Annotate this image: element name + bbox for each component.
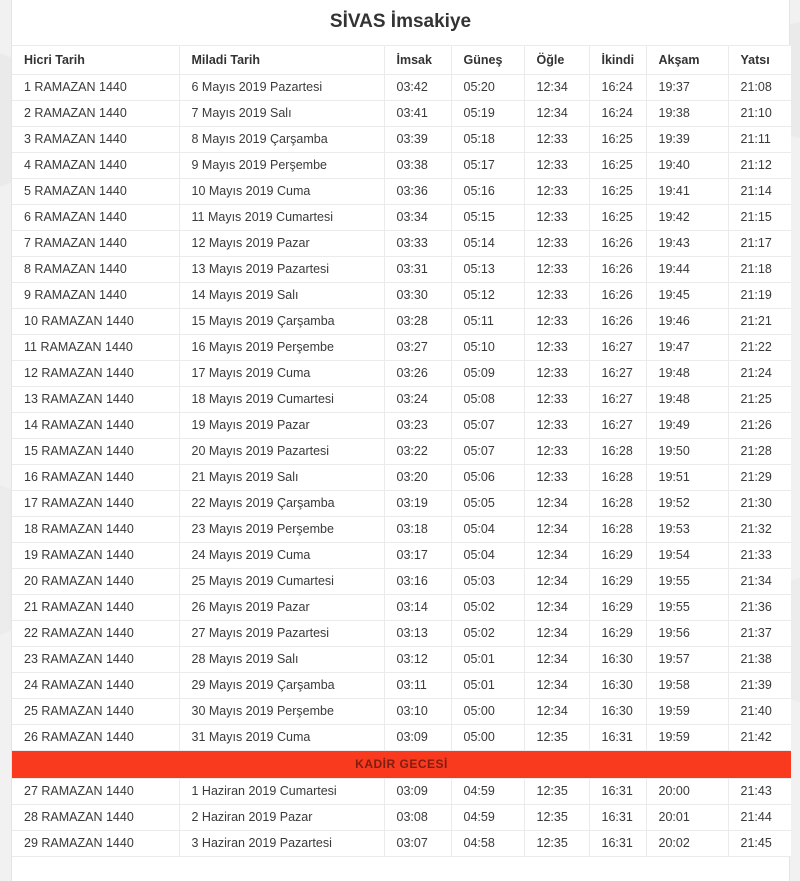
yatsi-cell: 21:44 — [728, 805, 791, 831]
miladi-cell: 21 Mayıs 2019 Salı — [179, 465, 384, 491]
ogle-cell: 12:34 — [524, 75, 589, 101]
imsak-cell: 03:08 — [384, 805, 451, 831]
hicri-cell: 5 RAMAZAN 1440 — [12, 179, 179, 205]
gunes-cell: 05:07 — [451, 413, 524, 439]
miladi-cell: 18 Mayıs 2019 Cumartesi — [179, 387, 384, 413]
gunes-cell: 05:00 — [451, 699, 524, 725]
imsak-cell: 03:17 — [384, 543, 451, 569]
miladi-cell: 9 Mayıs 2019 Perşembe — [179, 153, 384, 179]
miladi-cell: 25 Mayıs 2019 Cumartesi — [179, 569, 384, 595]
gunes-cell: 05:02 — [451, 595, 524, 621]
ogle-cell: 12:34 — [524, 595, 589, 621]
ikindi-cell: 16:31 — [589, 779, 646, 805]
gunes-cell: 05:02 — [451, 621, 524, 647]
miladi-cell: 2 Haziran 2019 Pazar — [179, 805, 384, 831]
gunes-cell: 05:07 — [451, 439, 524, 465]
ikindi-cell: 16:25 — [589, 153, 646, 179]
yatsi-cell: 21:25 — [728, 387, 791, 413]
miladi-cell: 20 Mayıs 2019 Pazartesi — [179, 439, 384, 465]
aksam-cell: 19:40 — [646, 153, 728, 179]
aksam-cell: 20:02 — [646, 831, 728, 857]
gunes-cell: 05:10 — [451, 335, 524, 361]
aksam-cell: 19:55 — [646, 569, 728, 595]
gunes-cell: 05:06 — [451, 465, 524, 491]
miladi-cell: 7 Mayıs 2019 Salı — [179, 101, 384, 127]
aksam-cell: 19:45 — [646, 283, 728, 309]
table-row — [12, 725, 791, 751]
aksam-cell: 19:56 — [646, 621, 728, 647]
table-row — [12, 647, 791, 673]
imsak-cell: 03:09 — [384, 725, 451, 751]
aksam-cell: 19:39 — [646, 127, 728, 153]
aksam-cell: 19:54 — [646, 543, 728, 569]
column-header: Yatsı — [728, 46, 791, 75]
gunes-cell: 05:09 — [451, 361, 524, 387]
miladi-cell: 12 Mayıs 2019 Pazar — [179, 231, 384, 257]
ikindi-cell: 16:26 — [589, 257, 646, 283]
yatsi-cell: 21:29 — [728, 465, 791, 491]
miladi-cell: 3 Haziran 2019 Pazartesi — [179, 831, 384, 857]
ikindi-cell: 16:27 — [589, 413, 646, 439]
column-header: Öğle — [524, 46, 589, 75]
table-row — [12, 335, 791, 361]
imsak-cell: 03:19 — [384, 491, 451, 517]
miladi-cell: 17 Mayıs 2019 Cuma — [179, 361, 384, 387]
aksam-cell: 19:50 — [646, 439, 728, 465]
imsak-cell: 03:34 — [384, 205, 451, 231]
gunes-cell: 05:03 — [451, 569, 524, 595]
yatsi-cell: 21:21 — [728, 309, 791, 335]
hicri-cell: 12 RAMAZAN 1440 — [12, 361, 179, 387]
column-header: İmsak — [384, 46, 451, 75]
miladi-cell: 27 Mayıs 2019 Pazartesi — [179, 621, 384, 647]
miladi-cell: 16 Mayıs 2019 Perşembe — [179, 335, 384, 361]
yatsi-cell: 21:38 — [728, 647, 791, 673]
ogle-cell: 12:34 — [524, 491, 589, 517]
gunes-cell: 05:04 — [451, 517, 524, 543]
ikindi-cell: 16:26 — [589, 309, 646, 335]
miladi-cell: 1 Haziran 2019 Cumartesi — [179, 779, 384, 805]
miladi-cell: 29 Mayıs 2019 Çarşamba — [179, 673, 384, 699]
aksam-cell: 19:48 — [646, 361, 728, 387]
hicri-cell: 16 RAMAZAN 1440 — [12, 465, 179, 491]
miladi-cell: 28 Mayıs 2019 Salı — [179, 647, 384, 673]
table-row — [12, 699, 791, 725]
table-row — [12, 153, 791, 179]
table-row — [12, 595, 791, 621]
miladi-cell: 10 Mayıs 2019 Cuma — [179, 179, 384, 205]
yatsi-cell: 21:10 — [728, 101, 791, 127]
hicri-cell: 25 RAMAZAN 1440 — [12, 699, 179, 725]
aksam-cell: 19:46 — [646, 309, 728, 335]
ogle-cell: 12:34 — [524, 101, 589, 127]
column-header: Akşam — [646, 46, 728, 75]
ikindi-cell: 16:27 — [589, 335, 646, 361]
aksam-cell: 20:01 — [646, 805, 728, 831]
aksam-cell: 19:58 — [646, 673, 728, 699]
ikindi-cell: 16:29 — [589, 569, 646, 595]
yatsi-cell: 21:18 — [728, 257, 791, 283]
aksam-cell: 19:41 — [646, 179, 728, 205]
aksam-cell: 19:57 — [646, 647, 728, 673]
aksam-cell: 19:59 — [646, 699, 728, 725]
ogle-cell: 12:33 — [524, 439, 589, 465]
gunes-cell: 05:20 — [451, 75, 524, 101]
ikindi-cell: 16:25 — [589, 127, 646, 153]
ikindi-cell: 16:24 — [589, 101, 646, 127]
aksam-cell: 19:44 — [646, 257, 728, 283]
imsak-cell: 03:24 — [384, 387, 451, 413]
ogle-cell: 12:35 — [524, 805, 589, 831]
yatsi-cell: 21:24 — [728, 361, 791, 387]
ogle-cell: 12:34 — [524, 673, 589, 699]
table-row — [12, 831, 791, 857]
yatsi-cell: 21:30 — [728, 491, 791, 517]
yatsi-cell: 21:11 — [728, 127, 791, 153]
aksam-cell: 19:55 — [646, 595, 728, 621]
hicri-cell: 21 RAMAZAN 1440 — [12, 595, 179, 621]
ogle-cell: 12:33 — [524, 387, 589, 413]
imsak-cell: 03:14 — [384, 595, 451, 621]
imsak-cell: 03:23 — [384, 413, 451, 439]
imsak-cell: 03:16 — [384, 569, 451, 595]
column-header: Miladi Tarih — [179, 46, 384, 75]
ogle-cell: 12:33 — [524, 127, 589, 153]
yatsi-cell: 21:12 — [728, 153, 791, 179]
table-row — [12, 127, 791, 153]
ikindi-cell: 16:27 — [589, 387, 646, 413]
imsak-cell: 03:18 — [384, 517, 451, 543]
gunes-cell: 05:00 — [451, 725, 524, 751]
gunes-cell: 05:12 — [451, 283, 524, 309]
yatsi-cell: 21:37 — [728, 621, 791, 647]
kadir-gecesi-row — [12, 751, 791, 779]
hicri-cell: 8 RAMAZAN 1440 — [12, 257, 179, 283]
hicri-cell: 7 RAMAZAN 1440 — [12, 231, 179, 257]
gunes-cell: 05:01 — [451, 647, 524, 673]
ogle-cell: 12:33 — [524, 361, 589, 387]
gunes-cell: 05:11 — [451, 309, 524, 335]
ogle-cell: 12:35 — [524, 831, 589, 857]
imsak-cell: 03:09 — [384, 779, 451, 805]
imsakiye-card — [11, 0, 790, 881]
yatsi-cell: 21:08 — [728, 75, 791, 101]
gunes-cell: 05:18 — [451, 127, 524, 153]
table-row — [12, 205, 791, 231]
yatsi-cell: 21:40 — [728, 699, 791, 725]
ikindi-cell: 16:25 — [589, 205, 646, 231]
hicri-cell: 6 RAMAZAN 1440 — [12, 205, 179, 231]
hicri-cell: 22 RAMAZAN 1440 — [12, 621, 179, 647]
hicri-cell: 19 RAMAZAN 1440 — [12, 543, 179, 569]
table-row — [12, 101, 791, 127]
ikindi-cell: 16:24 — [589, 75, 646, 101]
yatsi-cell: 21:34 — [728, 569, 791, 595]
table-row — [12, 439, 791, 465]
ikindi-cell: 16:27 — [589, 361, 646, 387]
ogle-cell: 12:33 — [524, 465, 589, 491]
gunes-cell: 04:59 — [451, 779, 524, 805]
yatsi-cell: 21:14 — [728, 179, 791, 205]
gunes-cell: 05:01 — [451, 673, 524, 699]
ogle-cell: 12:33 — [524, 283, 589, 309]
gunes-cell: 05:04 — [451, 543, 524, 569]
hicri-cell: 28 RAMAZAN 1440 — [12, 805, 179, 831]
ogle-cell: 12:33 — [524, 413, 589, 439]
aksam-cell: 20:00 — [646, 779, 728, 805]
table-row — [12, 361, 791, 387]
hicri-cell: 15 RAMAZAN 1440 — [12, 439, 179, 465]
ikindi-cell: 16:30 — [589, 699, 646, 725]
hicri-cell: 1 RAMAZAN 1440 — [12, 75, 179, 101]
imsak-cell: 03:22 — [384, 439, 451, 465]
aksam-cell: 19:59 — [646, 725, 728, 751]
aksam-cell: 19:53 — [646, 517, 728, 543]
aksam-cell: 19:38 — [646, 101, 728, 127]
imsak-cell: 03:10 — [384, 699, 451, 725]
imsak-cell: 03:26 — [384, 361, 451, 387]
miladi-cell: 11 Mayıs 2019 Cumartesi — [179, 205, 384, 231]
yatsi-cell: 21:33 — [728, 543, 791, 569]
gunes-cell: 04:59 — [451, 805, 524, 831]
table-row — [12, 283, 791, 309]
ikindi-cell: 16:28 — [589, 491, 646, 517]
aksam-cell: 19:51 — [646, 465, 728, 491]
ogle-cell: 12:33 — [524, 179, 589, 205]
ogle-cell: 12:35 — [524, 725, 589, 751]
yatsi-cell: 21:28 — [728, 439, 791, 465]
yatsi-cell: 21:32 — [728, 517, 791, 543]
miladi-cell: 14 Mayıs 2019 Salı — [179, 283, 384, 309]
yatsi-cell: 21:22 — [728, 335, 791, 361]
gunes-cell: 05:14 — [451, 231, 524, 257]
imsak-cell: 03:39 — [384, 127, 451, 153]
table-row — [12, 621, 791, 647]
ogle-cell: 12:34 — [524, 517, 589, 543]
yatsi-cell: 21:19 — [728, 283, 791, 309]
table-row — [12, 569, 791, 595]
imsak-cell: 03:27 — [384, 335, 451, 361]
table-row — [12, 517, 791, 543]
imsak-cell: 03:13 — [384, 621, 451, 647]
hicri-cell: 23 RAMAZAN 1440 — [12, 647, 179, 673]
ikindi-cell: 16:29 — [589, 621, 646, 647]
ikindi-cell: 16:28 — [589, 465, 646, 491]
imsak-cell: 03:42 — [384, 75, 451, 101]
ikindi-cell: 16:31 — [589, 805, 646, 831]
hicri-cell: 2 RAMAZAN 1440 — [12, 101, 179, 127]
table-row — [12, 465, 791, 491]
ogle-cell: 12:33 — [524, 153, 589, 179]
hicri-cell: 18 RAMAZAN 1440 — [12, 517, 179, 543]
table-row — [12, 491, 791, 517]
column-header: Hicri Tarih — [12, 46, 179, 75]
hicri-cell: 13 RAMAZAN 1440 — [12, 387, 179, 413]
table-row — [12, 413, 791, 439]
column-header: İkindi — [589, 46, 646, 75]
table-row — [12, 179, 791, 205]
imsak-cell: 03:33 — [384, 231, 451, 257]
table-header-row — [12, 46, 791, 75]
ikindi-cell: 16:30 — [589, 647, 646, 673]
aksam-cell: 19:42 — [646, 205, 728, 231]
ogle-cell: 12:33 — [524, 205, 589, 231]
miladi-cell: 13 Mayıs 2019 Pazartesi — [179, 257, 384, 283]
aksam-cell: 19:47 — [646, 335, 728, 361]
page-title: SİVAS İmsakiye — [329, 11, 472, 32]
table-row — [12, 805, 791, 831]
table-row — [12, 673, 791, 699]
yatsi-cell: 21:42 — [728, 725, 791, 751]
table-row — [12, 543, 791, 569]
imsakiye-table — [12, 45, 791, 857]
gunes-cell: 05:13 — [451, 257, 524, 283]
imsak-cell: 03:38 — [384, 153, 451, 179]
miladi-cell: 15 Mayıs 2019 Çarşamba — [179, 309, 384, 335]
miladi-cell: 8 Mayıs 2019 Çarşamba — [179, 127, 384, 153]
gunes-cell: 05:15 — [451, 205, 524, 231]
ikindi-cell: 16:26 — [589, 283, 646, 309]
hicri-cell: 17 RAMAZAN 1440 — [12, 491, 179, 517]
imsak-cell: 03:30 — [384, 283, 451, 309]
table-row — [12, 309, 791, 335]
ogle-cell: 12:33 — [524, 309, 589, 335]
ogle-cell: 12:34 — [524, 569, 589, 595]
miladi-cell: 26 Mayıs 2019 Pazar — [179, 595, 384, 621]
hicri-cell: 11 RAMAZAN 1440 — [12, 335, 179, 361]
yatsi-cell: 21:39 — [728, 673, 791, 699]
ogle-cell: 12:34 — [524, 699, 589, 725]
ogle-cell: 12:34 — [524, 543, 589, 569]
hicri-cell: 24 RAMAZAN 1440 — [12, 673, 179, 699]
yatsi-cell: 21:15 — [728, 205, 791, 231]
ogle-cell: 12:33 — [524, 335, 589, 361]
yatsi-cell: 21:36 — [728, 595, 791, 621]
aksam-cell: 19:52 — [646, 491, 728, 517]
yatsi-cell: 21:26 — [728, 413, 791, 439]
ogle-cell: 12:33 — [524, 257, 589, 283]
ikindi-cell: 16:25 — [589, 179, 646, 205]
miladi-cell: 31 Mayıs 2019 Cuma — [179, 725, 384, 751]
miladi-cell: 23 Mayıs 2019 Perşembe — [179, 517, 384, 543]
hicri-cell: 3 RAMAZAN 1440 — [12, 127, 179, 153]
ikindi-cell: 16:30 — [589, 673, 646, 699]
aksam-cell: 19:49 — [646, 413, 728, 439]
hicri-cell: 10 RAMAZAN 1440 — [12, 309, 179, 335]
hicri-cell: 14 RAMAZAN 1440 — [12, 413, 179, 439]
hicri-cell: 27 RAMAZAN 1440 — [12, 779, 179, 805]
table-row — [12, 779, 791, 805]
hicri-cell: 20 RAMAZAN 1440 — [12, 569, 179, 595]
kadir-gecesi-label: KADİR GECESİ — [12, 751, 791, 779]
table-row — [12, 387, 791, 413]
imsak-cell: 03:12 — [384, 647, 451, 673]
imsak-cell: 03:31 — [384, 257, 451, 283]
imsak-cell: 03:36 — [384, 179, 451, 205]
imsak-cell: 03:20 — [384, 465, 451, 491]
ikindi-cell: 16:31 — [589, 831, 646, 857]
gunes-cell: 05:19 — [451, 101, 524, 127]
ogle-cell: 12:35 — [524, 779, 589, 805]
gunes-cell: 05:05 — [451, 491, 524, 517]
miladi-cell: 30 Mayıs 2019 Perşembe — [179, 699, 384, 725]
ikindi-cell: 16:29 — [589, 595, 646, 621]
ogle-cell: 12:33 — [524, 231, 589, 257]
gunes-cell: 05:08 — [451, 387, 524, 413]
gunes-cell: 05:16 — [451, 179, 524, 205]
miladi-cell: 6 Mayıs 2019 Pazartesi — [179, 75, 384, 101]
table-row — [12, 231, 791, 257]
table-row — [12, 75, 791, 101]
ikindi-cell: 16:28 — [589, 439, 646, 465]
hicri-cell: 9 RAMAZAN 1440 — [12, 283, 179, 309]
miladi-cell: 22 Mayıs 2019 Çarşamba — [179, 491, 384, 517]
aksam-cell: 19:48 — [646, 387, 728, 413]
aksam-cell: 19:43 — [646, 231, 728, 257]
gunes-cell: 04:58 — [451, 831, 524, 857]
hicri-cell: 4 RAMAZAN 1440 — [12, 153, 179, 179]
yatsi-cell: 21:17 — [728, 231, 791, 257]
table-row — [12, 257, 791, 283]
ogle-cell: 12:34 — [524, 647, 589, 673]
yatsi-cell: 21:45 — [728, 831, 791, 857]
aksam-cell: 19:37 — [646, 75, 728, 101]
column-header: Güneş — [451, 46, 524, 75]
imsak-cell: 03:07 — [384, 831, 451, 857]
ikindi-cell: 16:26 — [589, 231, 646, 257]
hicri-cell: 29 RAMAZAN 1440 — [12, 831, 179, 857]
imsak-cell: 03:28 — [384, 309, 451, 335]
miladi-cell: 19 Mayıs 2019 Pazar — [179, 413, 384, 439]
ikindi-cell: 16:28 — [589, 517, 646, 543]
ikindi-cell: 16:29 — [589, 543, 646, 569]
gunes-cell: 05:17 — [451, 153, 524, 179]
ikindi-cell: 16:31 — [589, 725, 646, 751]
imsak-cell: 03:41 — [384, 101, 451, 127]
miladi-cell: 24 Mayıs 2019 Cuma — [179, 543, 384, 569]
ogle-cell: 12:34 — [524, 621, 589, 647]
yatsi-cell: 21:43 — [728, 779, 791, 805]
imsak-cell: 03:11 — [384, 673, 451, 699]
hicri-cell: 26 RAMAZAN 1440 — [12, 725, 179, 751]
